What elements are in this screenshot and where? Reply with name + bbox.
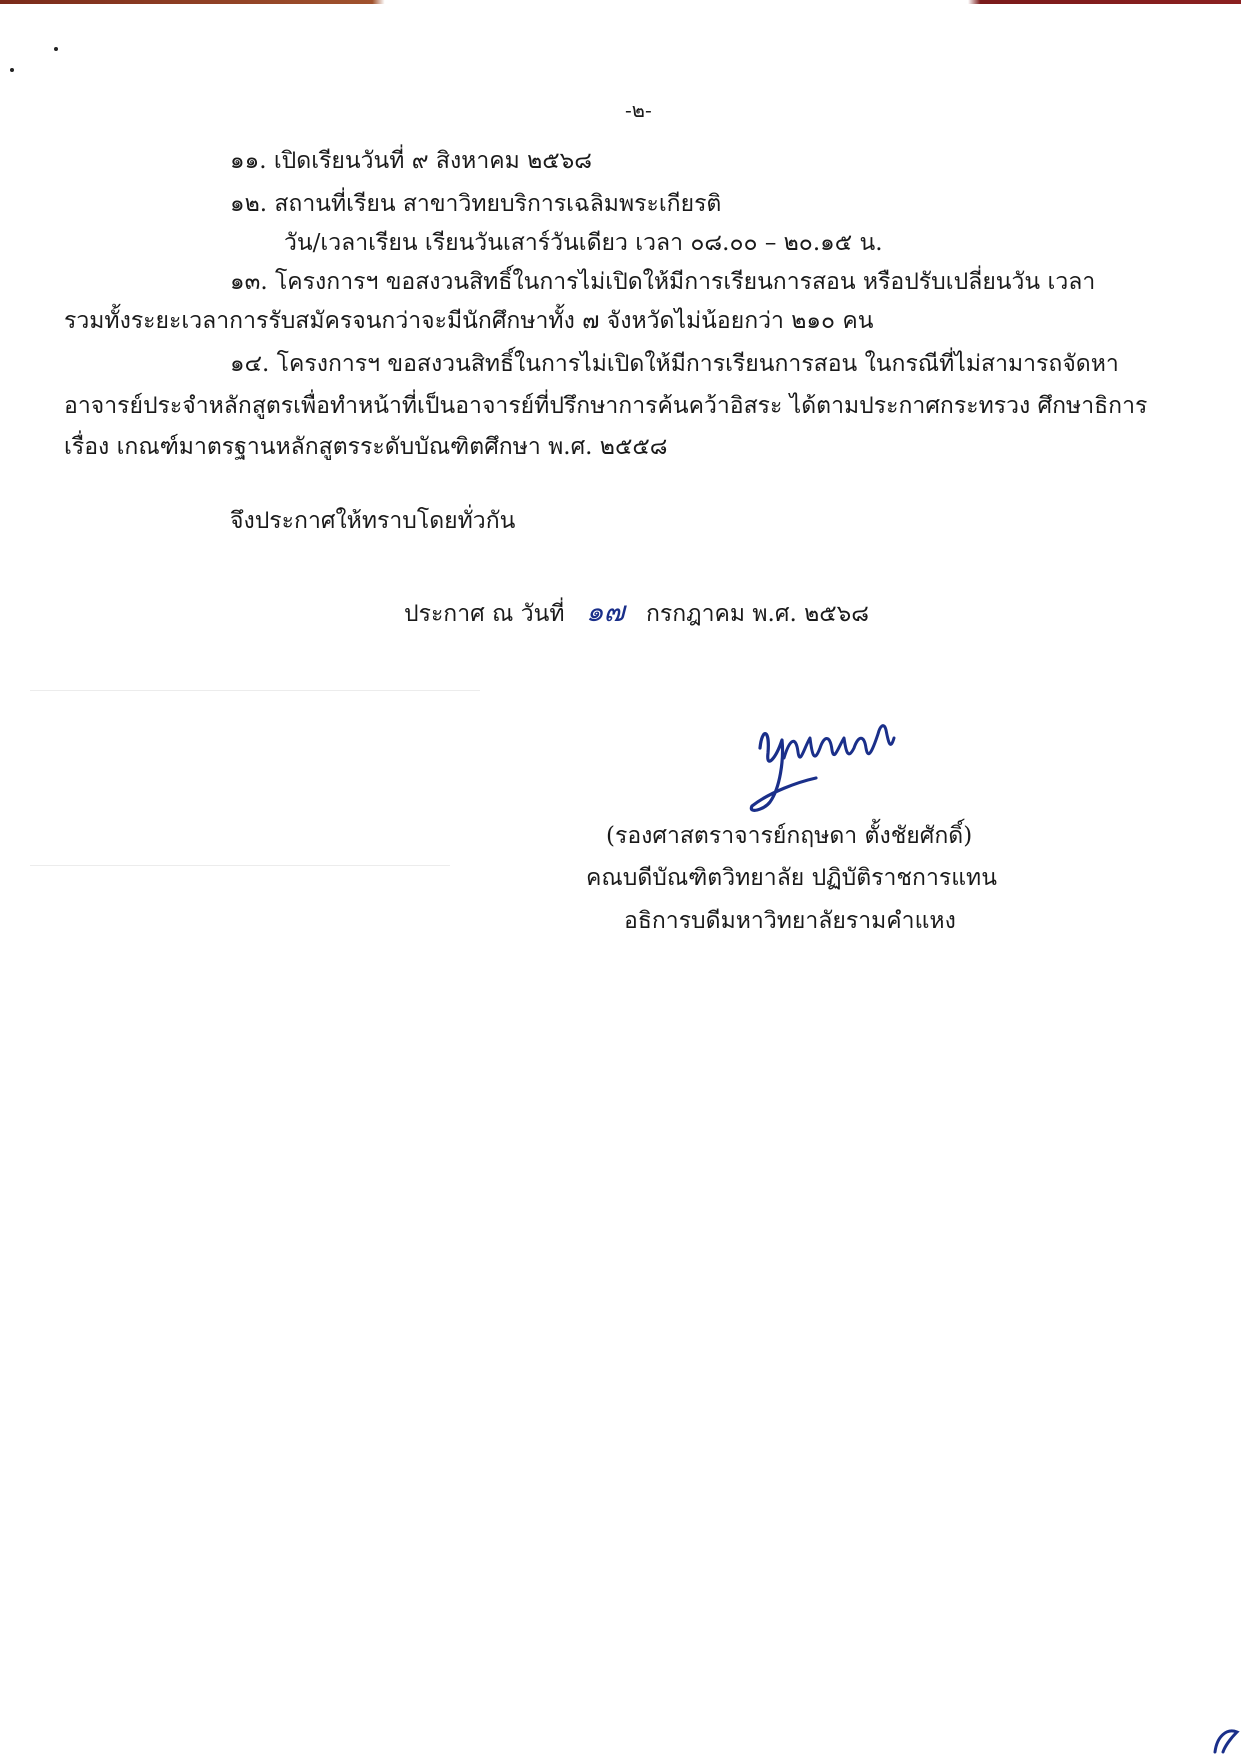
item-14-line-2: อาจารย์ประจำหลักสูตรเพื่อทำหน้าที่เป็นอาจารย์ที่ปรึกษาการค้นคว้าอิสระ ได้ตามประกาศกระทรวง ศึกษาธิการ: [64, 393, 1148, 419]
item-11: ๑๑. เปิดเรียนวันที่ ๙ สิงหาคม ๒๕๖๘: [230, 148, 593, 174]
date-suffix: กรกฎาคม พ.ศ. ๒๕๖๘: [645, 601, 869, 627]
signature: [740, 708, 920, 818]
item-12-schedule: วัน/เวลาเรียน เรียนวันเสาร์วันเดียว เวลา ๐๘.๐๐ – ๒๐.๑๕ น.: [284, 230, 883, 256]
speck: [54, 47, 58, 51]
scan-artifact: [30, 865, 450, 866]
announcement-date: [404, 595, 869, 628]
speck: [10, 68, 14, 72]
item-13-line-1: ๑๓. โครงการฯ ขอสงวนสิทธิ์ในการไม่เปิดให้มีการเรียนการสอน หรือปรับเปลี่ยนวัน เวลา: [230, 269, 1096, 295]
signatory-position-1: คณบดีบัณฑิตวิทยาลัย ปฏิบัติราชการแทน: [586, 865, 997, 891]
page-number: -๒-: [625, 98, 652, 122]
item-14-line-3: เรื่อง เกณฑ์มาตรฐานหลักสูตรระดับบัณฑิตศึกษา พ.ศ. ๒๕๕๘: [64, 434, 668, 460]
item-12: ๑๒. สถานที่เรียน สาขาวิทยบริการเฉลิมพระเกียรติ: [230, 191, 722, 217]
scan-artifact: [30, 690, 480, 691]
signatory-name: (รองศาสตราจารย์กฤษดา ตั้งชัยศักดิ์): [606, 823, 973, 849]
item-13-line-2: รวมทั้งระยะเวลาการรับสมัครจนกว่าจะมีนักศึกษาทั้ง ๗ จังหวัดไม่น้อยกว่า ๒๑๐ คน: [64, 308, 874, 334]
date-day-handwritten: ๑๗: [585, 595, 625, 628]
corner-ink-mark: [1201, 1718, 1241, 1754]
closing-statement: จึงประกาศให้ทราบโดยทั่วกัน: [230, 508, 516, 534]
signatory-position-2: อธิการบดีมหาวิทยาลัยรามคำแหง: [624, 908, 956, 934]
scan-top-edge: [0, 0, 1241, 4]
item-14-line-1: ๑๔. โครงการฯ ขอสงวนสิทธิ์ในการไม่เปิดให้มีการเรียนการสอน ในกรณีที่ไม่สามารถจัดหา: [230, 351, 1119, 377]
date-prefix: ประกาศ ณ วันที่: [404, 601, 565, 627]
